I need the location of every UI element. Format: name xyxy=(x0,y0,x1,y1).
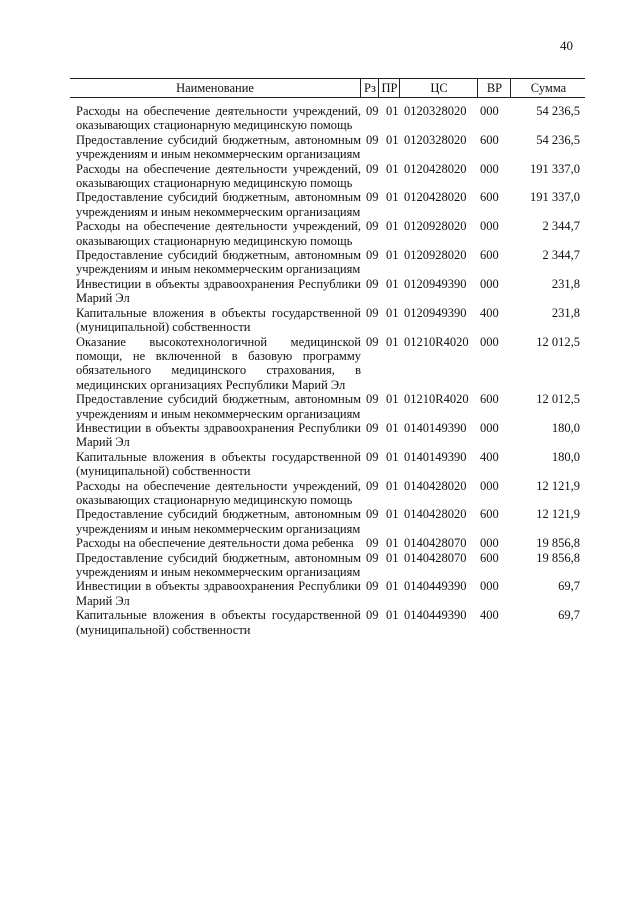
row-rz: 09 xyxy=(366,276,379,291)
row-sum: 2 344,7 xyxy=(542,219,580,234)
row-cs: 0140428070 xyxy=(404,550,467,565)
row-pr: 01 xyxy=(386,161,399,176)
row-vr: 400 xyxy=(480,305,499,320)
row-cs: 0140449390 xyxy=(404,608,467,623)
row-vr: 000 xyxy=(480,420,499,435)
row-pr: 01 xyxy=(386,132,399,147)
row-name: Расходы на обеспечение деятельности учреждений, оказывающих стационарную медицинскую помощь xyxy=(76,104,361,133)
row-rz: 09 xyxy=(366,579,379,594)
row-pr: 01 xyxy=(386,579,399,594)
table-row xyxy=(76,306,582,335)
row-pr: 01 xyxy=(386,420,399,435)
header-pr: ПР xyxy=(378,79,400,97)
row-name: Расходы на обеспечение деятельности учреждений, оказывающих стационарную медицинскую помощь xyxy=(76,161,361,191)
row-vr: 000 xyxy=(480,579,499,594)
row-vr: 000 xyxy=(480,161,499,176)
row-name: Расходы на обеспечение деятельности учреждений, оказывающих стационарную медицинскую помощь xyxy=(76,478,361,507)
table-row xyxy=(76,450,582,479)
row-rz: 09 xyxy=(366,449,379,464)
row-name: Инвестиции в объекты здравоохранения Республики Марий Эл xyxy=(76,276,361,306)
table-row xyxy=(76,133,582,162)
row-sum: 180,0 xyxy=(551,420,580,435)
table-row xyxy=(76,248,582,277)
table-row xyxy=(76,277,582,306)
row-name: Оказание высокотехнологичной медицинской помощи, не включенной в базовую программу обязательного медицинского страхования, в медицинских организациях Республики Марий Эл xyxy=(76,334,361,392)
row-rz: 09 xyxy=(366,550,379,565)
row-vr: 000 xyxy=(480,276,499,291)
row-sum: 19 856,8 xyxy=(536,550,580,565)
header-cs: ЦС xyxy=(399,79,478,97)
row-name: Предоставление субсидий бюджетным, автономным учреждениям и иным некоммерческим организациям xyxy=(76,248,361,277)
header-rz: Рз xyxy=(360,79,379,97)
row-rz: 09 xyxy=(366,305,379,320)
row-name: Расходы на обеспечение деятельности дома ребенка xyxy=(76,536,354,551)
row-sum: 191 337,0 xyxy=(530,190,580,205)
row-sum: 12 012,5 xyxy=(536,392,580,407)
row-cs: 0140149390 xyxy=(404,449,467,464)
table-row xyxy=(76,507,582,536)
row-name: Расходы на обеспечение деятельности учреждений, оказывающих стационарную медицинскую помощь xyxy=(76,219,361,248)
row-sum: 54 236,5 xyxy=(536,104,580,118)
header-sum: Сумма xyxy=(510,79,586,97)
table-row xyxy=(76,579,582,608)
row-pr: 01 xyxy=(386,219,399,234)
row-cs: 01210R4020 xyxy=(404,334,469,349)
row-rz: 09 xyxy=(366,248,379,263)
row-pr: 01 xyxy=(386,536,399,551)
row-cs: 0120328020 xyxy=(404,132,467,147)
table-row xyxy=(76,608,582,637)
row-rz: 09 xyxy=(366,104,379,118)
row-rz: 09 xyxy=(366,536,379,551)
row-sum: 54 236,5 xyxy=(536,132,580,147)
table-row xyxy=(76,392,582,421)
row-sum: 12 012,5 xyxy=(536,334,580,349)
row-sum: 69,7 xyxy=(558,608,580,623)
row-cs: 0120949390 xyxy=(404,276,467,291)
row-vr: 000 xyxy=(480,478,499,493)
row-name: Капитальные вложения в объекты государственной (муниципальной) собственности xyxy=(76,305,361,335)
row-vr: 600 xyxy=(480,507,499,522)
row-cs: 01210R4020 xyxy=(404,392,469,407)
row-vr: 600 xyxy=(480,132,499,147)
row-rz: 09 xyxy=(366,132,379,147)
row-rz: 09 xyxy=(366,608,379,623)
table-row xyxy=(76,421,582,450)
row-pr: 01 xyxy=(386,190,399,205)
row-vr: 600 xyxy=(480,190,499,205)
row-pr: 01 xyxy=(386,276,399,291)
row-vr: 000 xyxy=(480,219,499,234)
row-vr: 600 xyxy=(480,248,499,263)
row-rz: 09 xyxy=(366,392,379,407)
row-pr: 01 xyxy=(386,507,399,522)
row-sum: 12 121,9 xyxy=(536,478,580,493)
table-header xyxy=(70,78,585,98)
row-rz: 09 xyxy=(366,507,379,522)
row-pr: 01 xyxy=(386,248,399,263)
row-sum: 2 344,7 xyxy=(542,248,580,263)
row-name: Предоставление субсидий бюджетным, автономным учреждениям и иным некоммерческим организациям xyxy=(76,190,361,219)
row-pr: 01 xyxy=(386,392,399,407)
row-sum: 231,8 xyxy=(551,305,580,320)
row-name: Инвестиции в объекты здравоохранения Республики Марий Эл xyxy=(76,420,361,450)
row-cs: 0140428070 xyxy=(404,536,467,551)
row-rz: 09 xyxy=(366,161,379,176)
table-row xyxy=(76,104,582,133)
row-cs: 0140428020 xyxy=(404,507,467,522)
row-rz: 09 xyxy=(366,478,379,493)
table-row xyxy=(76,479,582,508)
page-number: 40 xyxy=(560,38,573,53)
row-rz: 09 xyxy=(366,420,379,435)
row-name: Инвестиции в объекты здравоохранения Республики Марий Эл xyxy=(76,579,361,608)
row-pr: 01 xyxy=(386,305,399,320)
row-rz: 09 xyxy=(366,334,379,349)
header-name: Наименование xyxy=(176,81,254,95)
row-name: Предоставление субсидий бюджетным, автономным учреждениям и иным некоммерческим организациям xyxy=(76,550,361,579)
row-sum: 19 856,8 xyxy=(536,536,580,551)
table-row xyxy=(76,536,582,550)
row-rz: 09 xyxy=(366,190,379,205)
row-vr: 000 xyxy=(480,104,499,118)
table-row xyxy=(76,219,582,248)
row-vr: 600 xyxy=(480,550,499,565)
row-pr: 01 xyxy=(386,334,399,349)
row-vr: 400 xyxy=(480,449,499,464)
row-vr: 000 xyxy=(480,334,499,349)
row-cs: 0140428020 xyxy=(404,478,467,493)
row-sum: 191 337,0 xyxy=(530,161,580,176)
row-sum: 231,8 xyxy=(551,276,580,291)
row-pr: 01 xyxy=(386,608,399,623)
row-vr: 400 xyxy=(480,608,499,623)
row-name: Капитальные вложения в объекты государственной (муниципальной) собственности xyxy=(76,449,361,479)
row-cs: 0120428020 xyxy=(404,190,467,205)
table-row xyxy=(76,551,582,580)
row-rz: 09 xyxy=(366,219,379,234)
row-cs: 0120949390 xyxy=(404,305,467,320)
header-vr: ВР xyxy=(477,79,511,97)
table-row xyxy=(76,335,582,393)
table-body xyxy=(76,104,582,637)
row-sum: 69,7 xyxy=(558,579,580,594)
row-cs: 0140449390 xyxy=(404,579,467,594)
row-sum: 180,0 xyxy=(551,449,580,464)
row-pr: 01 xyxy=(386,449,399,464)
row-cs: 0120428020 xyxy=(404,161,467,176)
table-row xyxy=(76,162,582,191)
row-vr: 600 xyxy=(480,392,499,407)
row-name: Предоставление субсидий бюджетным, автономным учреждениям и иным некоммерческим организациям xyxy=(76,507,361,536)
row-name: Предоставление субсидий бюджетным, автономным учреждениям и иным некоммерческим организациям xyxy=(76,392,361,421)
table-row xyxy=(76,190,582,219)
row-cs: 0120928020 xyxy=(404,219,467,234)
row-pr: 01 xyxy=(386,478,399,493)
row-name: Предоставление субсидий бюджетным, автономным учреждениям и иным некоммерческим организациям xyxy=(76,132,361,162)
row-cs: 0120328020 xyxy=(404,104,467,118)
row-vr: 000 xyxy=(480,536,499,551)
row-cs: 0120928020 xyxy=(404,248,467,263)
row-name: Капитальные вложения в объекты государственной (муниципальной) собственности xyxy=(76,608,361,637)
row-sum: 12 121,9 xyxy=(536,507,580,522)
row-pr: 01 xyxy=(386,550,399,565)
row-pr: 01 xyxy=(386,104,399,118)
row-cs: 0140149390 xyxy=(404,420,467,435)
